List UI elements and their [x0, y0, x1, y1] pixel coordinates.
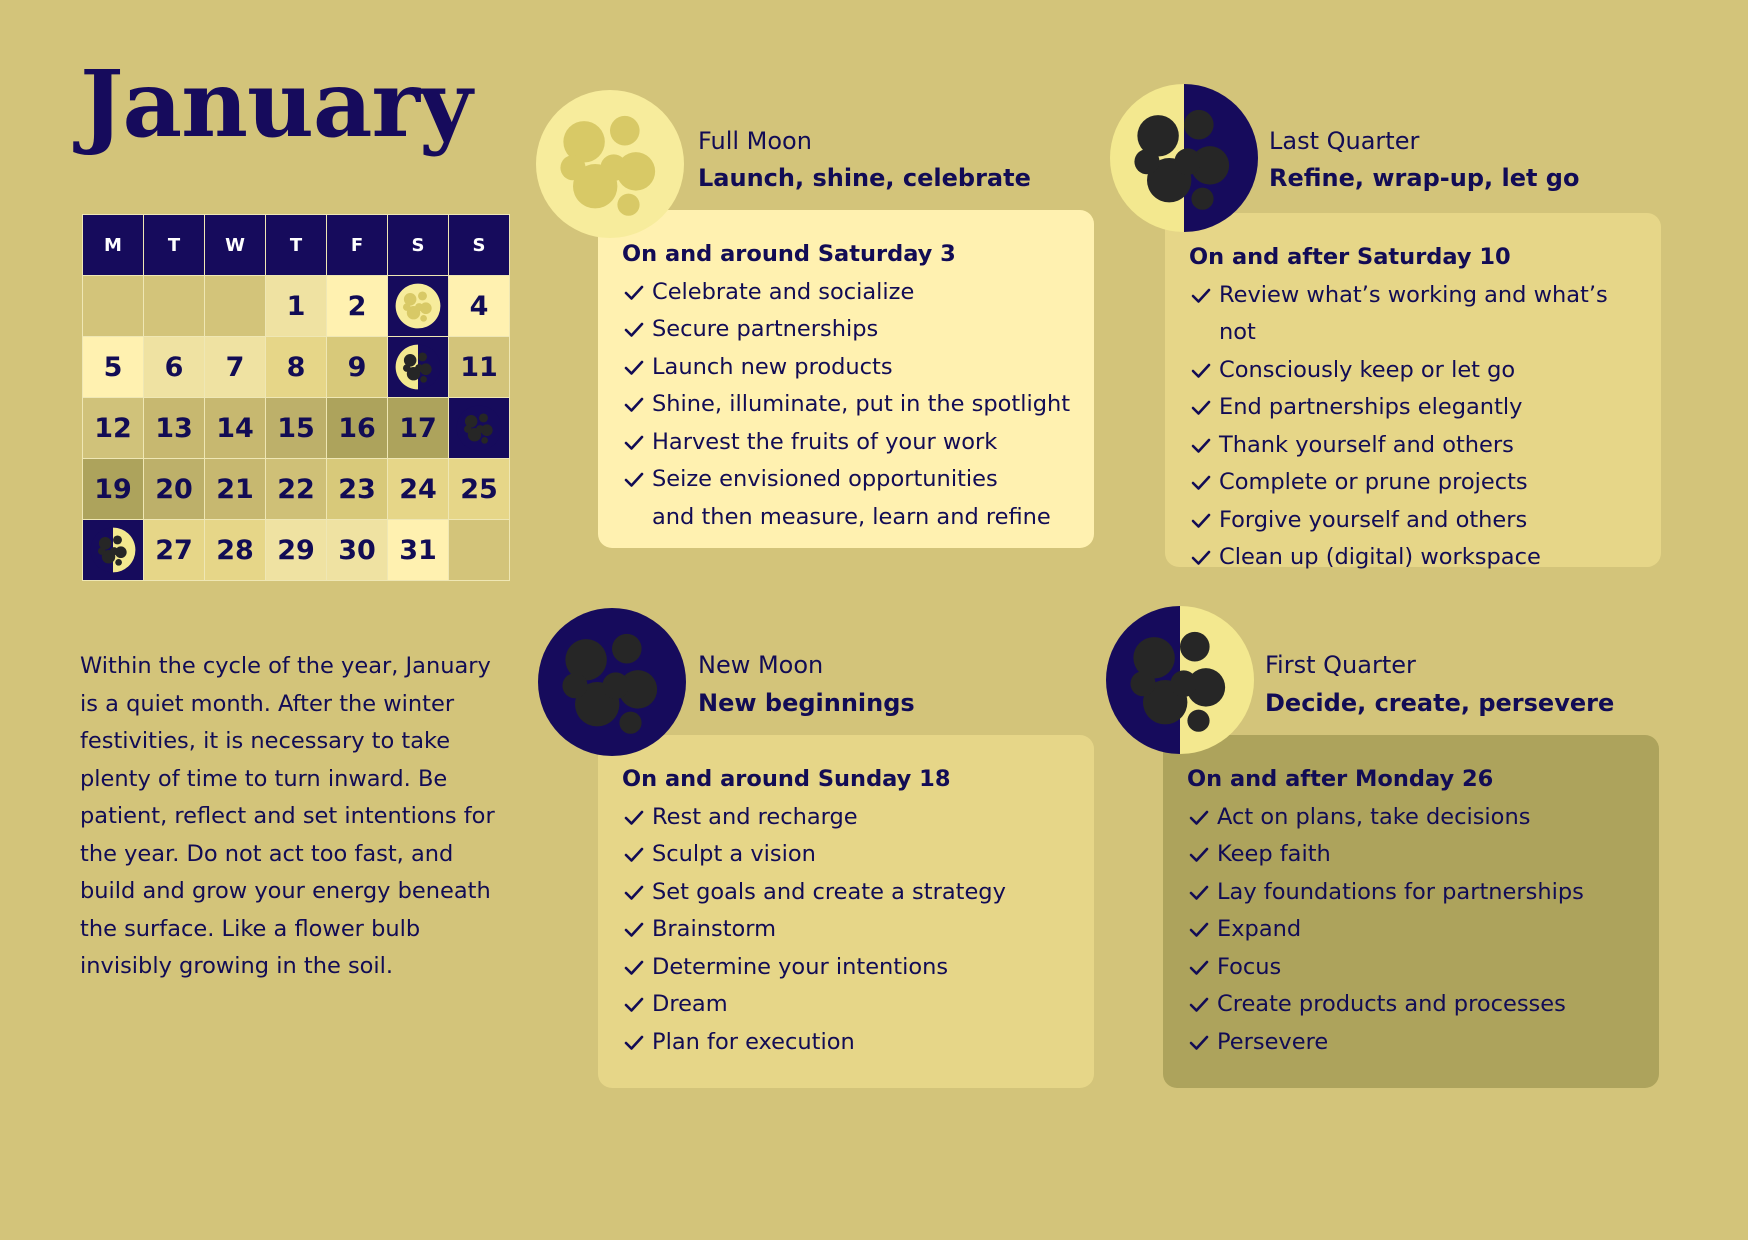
list-item-text: Persevere	[1217, 1028, 1329, 1055]
last-quarter-moon-icon	[1108, 82, 1260, 234]
full-moon-mini-icon	[395, 283, 441, 329]
month-calendar	[82, 214, 510, 581]
calendar-day: 6	[144, 337, 204, 397]
calendar-day: 29	[266, 520, 326, 580]
list-item	[1189, 502, 1641, 540]
calendar-day: 24	[388, 459, 448, 519]
weekday-header-fri: F	[327, 215, 387, 275]
check-icon	[624, 836, 644, 874]
full-moon-name: Full Moon	[698, 127, 812, 155]
check-icon	[1191, 352, 1211, 390]
calendar-day: 20	[144, 459, 204, 519]
calendar-day: 21	[205, 459, 265, 519]
check-icon	[624, 386, 644, 424]
full-moon-card	[598, 210, 1094, 548]
calendar-day: 30	[327, 520, 387, 580]
list-item	[622, 874, 1074, 912]
list-item	[1187, 986, 1639, 1024]
list-item-text: Plan for execution	[652, 1028, 855, 1055]
check-icon	[1191, 539, 1211, 577]
calendar-day: 5	[83, 337, 143, 397]
check-icon	[624, 311, 644, 349]
list-item	[622, 799, 1074, 837]
list-item	[622, 949, 1074, 987]
calendar-moon-new	[449, 398, 509, 458]
calendar-day: 23	[327, 459, 387, 519]
check-icon	[624, 424, 644, 462]
calendar-day: 19	[83, 459, 143, 519]
check-icon	[1189, 911, 1209, 949]
calendar-day: 27	[144, 520, 204, 580]
list-item	[1189, 352, 1641, 390]
list-item	[622, 499, 1074, 537]
last-quarter-date: On and after Saturday 10	[1189, 244, 1511, 270]
check-icon	[624, 1024, 644, 1062]
calendar-day: 1	[266, 276, 326, 336]
check-icon	[624, 349, 644, 387]
list-item-text: Celebrate and socialize	[652, 278, 915, 305]
list-item	[622, 911, 1074, 949]
list-item	[1189, 464, 1641, 502]
weekday-header-sat: S	[388, 215, 448, 275]
check-icon	[624, 911, 644, 949]
list-item	[622, 349, 1074, 387]
calendar-moon-full	[388, 276, 448, 336]
calendar-day: 22	[266, 459, 326, 519]
first-moon-mini-icon	[90, 527, 136, 573]
list-item-text: Clean up (digital) workspace	[1219, 544, 1541, 570]
list-item	[1187, 799, 1639, 837]
list-item	[622, 274, 1074, 312]
last-quarter-card	[1165, 213, 1661, 570]
list-item	[1187, 1024, 1639, 1062]
first-quarter-card	[1163, 735, 1659, 1088]
calendar-day: 14	[205, 398, 265, 458]
check-icon	[1191, 502, 1211, 540]
calendar-moon-first	[83, 520, 143, 580]
list-item-text: Forgive yourself and others	[1219, 506, 1528, 533]
check-icon	[624, 274, 644, 312]
new-moon-date: On and around Sunday 18	[622, 766, 951, 792]
calendar-day: 16	[327, 398, 387, 458]
check-icon	[1191, 427, 1211, 465]
list-item-text: Set goals and create a strategy	[652, 878, 1006, 905]
calendar-day: 12	[83, 398, 143, 458]
new-moon-icon	[536, 606, 688, 758]
list-item-text: Dream	[652, 991, 728, 1017]
list-item-text: Complete or prune projects	[1219, 469, 1528, 495]
list-item	[1189, 427, 1641, 465]
list-item	[622, 461, 1074, 499]
full-moon-date: On and around Saturday 3	[622, 241, 956, 267]
first-quarter-list	[1187, 799, 1639, 1062]
list-item-text: Lay foundations for partnerships	[1217, 878, 1584, 905]
check-icon	[1189, 836, 1209, 874]
weekday-header-sun: S	[449, 215, 509, 275]
calendar-day: 13	[144, 398, 204, 458]
new-moon-mini-icon	[456, 405, 502, 451]
full-moon-motto: Launch, shine, celebrate	[698, 164, 1031, 192]
calendar-day: 7	[205, 337, 265, 397]
last-quarter-motto: Refine, wrap-up, let go	[1269, 164, 1580, 192]
calendar-day: 4	[449, 276, 509, 336]
list-item	[1187, 874, 1639, 912]
check-icon	[1189, 986, 1209, 1024]
first-quarter-moon-icon	[1104, 604, 1256, 756]
list-item-text: Rest and recharge	[652, 803, 858, 830]
check-icon	[624, 799, 644, 837]
check-icon	[624, 461, 644, 499]
new-moon-name: New Moon	[698, 651, 824, 679]
list-item-text: Launch new products	[652, 353, 893, 380]
new-moon-list	[622, 799, 1074, 1062]
list-item	[622, 386, 1074, 424]
check-icon	[624, 986, 644, 1024]
list-item	[1187, 911, 1639, 949]
calendar-day: 9	[327, 337, 387, 397]
first-quarter-date: On and after Monday 26	[1187, 766, 1494, 792]
check-icon	[1189, 949, 1209, 987]
list-item	[622, 986, 1074, 1024]
month-title: January	[80, 50, 472, 158]
calendar-empty-cell	[144, 276, 204, 336]
list-item-text: Review what’s working and what’s not	[1219, 281, 1608, 345]
check-icon	[1189, 1024, 1209, 1062]
check-icon	[624, 874, 644, 912]
intro-text: Within the cycle of the year, January is a quiet month. After the winter festivities, it is necessary to take plenty of time to turn inward. Be patient, reflect and set intentions for the year. Do not act too fast, and build and grow your energy beneath the surface. Like a flower bulb invisibly growing in the soil.	[80, 653, 495, 979]
calendar-day: 2	[327, 276, 387, 336]
list-item	[1187, 949, 1639, 987]
new-moon-card	[598, 735, 1094, 1088]
list-item-text: Keep faith	[1217, 841, 1331, 867]
list-item	[1189, 389, 1641, 427]
list-item-text: and then measure, learn and refine	[652, 503, 1051, 530]
check-icon	[1191, 277, 1211, 315]
list-item-text: Determine your intentions	[652, 953, 949, 980]
list-item-text: Shine, illuminate, put in the spotlight	[652, 391, 1071, 417]
list-item	[622, 311, 1074, 349]
last-moon-mini-icon	[395, 344, 441, 390]
weekday-header-wed: W	[205, 215, 265, 275]
list-item-text: Create products and processes	[1217, 991, 1566, 1017]
list-item-text: Seize envisioned opportunities	[652, 466, 998, 492]
check-icon	[624, 949, 644, 987]
calendar-day: 11	[449, 337, 509, 397]
full-moon-icon	[534, 88, 686, 240]
list-item-text: Focus	[1217, 953, 1282, 980]
calendar-moon-last	[388, 337, 448, 397]
weekday-header-mon: M	[83, 215, 143, 275]
calendar-day: 31	[388, 520, 448, 580]
calendar-empty-cell	[205, 276, 265, 336]
list-item-text: Secure partnerships	[652, 316, 879, 342]
check-icon	[1191, 389, 1211, 427]
list-item	[622, 1024, 1074, 1062]
calendar-day: 25	[449, 459, 509, 519]
last-quarter-list	[1189, 277, 1641, 577]
weekday-header-thu: T	[266, 215, 326, 275]
weekday-header-tue: T	[144, 215, 204, 275]
new-moon-motto: New beginnings	[698, 689, 915, 717]
first-quarter-motto: Decide, create, persevere	[1265, 689, 1615, 717]
list-item-text: End partnerships elegantly	[1219, 394, 1523, 420]
calendar-day: 17	[388, 398, 448, 458]
first-quarter-name: First Quarter	[1265, 651, 1416, 679]
calendar-empty-cell	[449, 520, 509, 580]
calendar-day: 28	[205, 520, 265, 580]
calendar-day: 8	[266, 337, 326, 397]
full-moon-list	[622, 274, 1074, 537]
list-item-text: Act on plans, take decisions	[1217, 803, 1531, 830]
list-item	[1187, 836, 1639, 874]
list-item-text: Harvest the fruits of your work	[652, 428, 998, 455]
check-icon	[1189, 799, 1209, 837]
list-item-text: Brainstorm	[652, 916, 777, 942]
list-item	[622, 836, 1074, 874]
last-quarter-name: Last Quarter	[1269, 127, 1420, 155]
list-item-text: Thank yourself and others	[1219, 431, 1514, 458]
calendar-day: 15	[266, 398, 326, 458]
list-item	[622, 424, 1074, 462]
list-item	[1189, 277, 1641, 352]
list-item	[1189, 539, 1641, 577]
check-icon	[1191, 464, 1211, 502]
check-icon	[1189, 874, 1209, 912]
list-item-text: Sculpt a vision	[652, 841, 816, 867]
list-item-text: Expand	[1217, 916, 1302, 942]
calendar-empty-cell	[83, 276, 143, 336]
list-item-text: Consciously keep or let go	[1219, 356, 1516, 383]
